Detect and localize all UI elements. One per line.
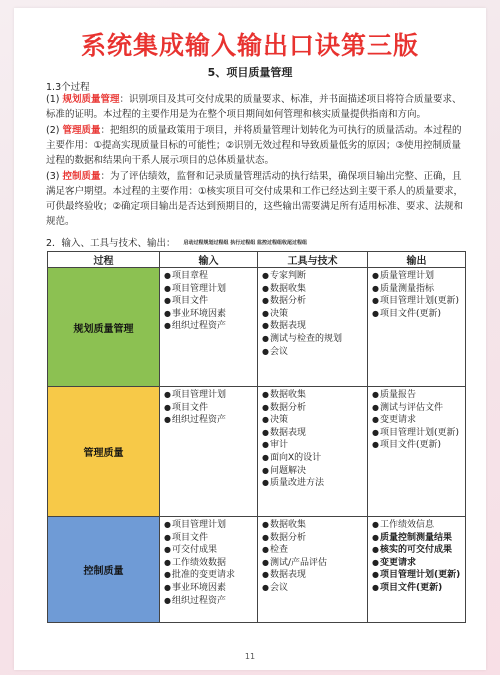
tools-cell xyxy=(258,268,368,387)
list-item: ● 项目管理计划(更新) xyxy=(372,295,465,308)
list-item: ● 质量报告 xyxy=(372,389,465,402)
ito-table xyxy=(47,251,466,623)
header-inputs: 输入 xyxy=(160,252,258,268)
tools-cell xyxy=(258,387,368,517)
list-item: ● 数据收集 xyxy=(262,519,367,532)
list-item: ● 项目管理计划(更新) xyxy=(372,569,465,582)
list-item: ● 数据分析 xyxy=(262,402,367,415)
list-item: ● 面向X的设计 xyxy=(262,452,367,465)
list-item: ● 项目管理计划 xyxy=(164,283,257,296)
paragraph-prefix: (3) xyxy=(46,171,63,182)
list-item: ● 工作绩效信息 xyxy=(372,519,465,532)
list-item: ● 组织过程资产 xyxy=(164,595,257,608)
list-item: ● 数据表现 xyxy=(262,569,367,582)
section-subtitle: 5、项目质量管理 xyxy=(207,66,293,79)
list-item: ● 质量管理计划 xyxy=(372,270,465,283)
list-item: ● 数据分析 xyxy=(262,532,367,545)
list-item: ● 核实的可交付成果 xyxy=(372,544,465,557)
list-item: ● 测试与检查的规划 xyxy=(262,333,367,346)
paragraph-prefix: (2) xyxy=(46,125,63,136)
process-cell: 控制质量 xyxy=(48,517,160,623)
list-item: ● 问题解决 xyxy=(262,465,367,478)
list-item: ● 质量改进方法 xyxy=(262,477,367,490)
header-outputs: 输出 xyxy=(368,252,466,268)
list-item: ● 会议 xyxy=(262,582,367,595)
list-item: ● 检查 xyxy=(262,544,367,557)
list-item: ● 决策 xyxy=(262,308,367,321)
list-item: ● 决策 xyxy=(262,414,367,427)
list-item: ● 审计 xyxy=(262,439,367,452)
list-item: ● 数据收集 xyxy=(262,389,367,402)
list-item: ● 项目文件(更新) xyxy=(372,308,465,321)
paragraph-prefix: (1) xyxy=(46,94,63,105)
list-item: ● 事业环境因素 xyxy=(164,582,257,595)
term-highlight: 控制质量 xyxy=(62,171,101,182)
tools-cell xyxy=(258,517,368,623)
list-item: ● 批准的变更请求 xyxy=(164,569,257,582)
list-item: ● 数据表现 xyxy=(262,427,367,440)
list-item: ● 变更请求 xyxy=(372,414,465,427)
list-item: ● 数据表现 xyxy=(262,320,367,333)
list-item: ● 组织过程资产 xyxy=(164,414,257,427)
outputs-cell xyxy=(368,517,466,623)
list-item: ● 项目管理计划(更新) xyxy=(372,427,465,440)
list-item: ● 项目管理计划 xyxy=(164,519,257,532)
header-tools: 工具与技术 xyxy=(258,252,368,268)
list-item: ● 变更请求 xyxy=(372,557,465,570)
list-item: ● 事业环境因素 xyxy=(164,308,257,321)
outputs-cell xyxy=(368,268,466,387)
page-number: 11 xyxy=(244,652,256,661)
document-page xyxy=(14,8,486,670)
process-cell: 管理质量 xyxy=(48,387,160,517)
process-cell: 规划质量管理 xyxy=(48,268,160,387)
list-item: ● 会议 xyxy=(262,346,367,359)
banner-title: 系统集成输入输出口诀第三版 xyxy=(80,31,419,60)
list-item: ● 项目文件(更新) xyxy=(372,439,465,452)
list-item: ● 项目文件 xyxy=(164,295,257,308)
inputs-cell xyxy=(160,387,258,517)
section-label: 1.3个过程 xyxy=(46,82,90,93)
inputs-cell xyxy=(160,517,258,623)
list-item: ● 测试与评估文件 xyxy=(372,402,465,415)
list-item: ● 项目文件 xyxy=(164,532,257,545)
list-item: ● 数据分析 xyxy=(262,295,367,308)
paragraph-body: ：识别项目及其可交付成果的质量要求、标准，并书面描述项目将符合质量要求、标准的证明。本过程的主要作用是为在整个项目期间如何管理和核实质量提供指南和方向。 xyxy=(46,94,462,120)
list-item: ● 可交付成果 xyxy=(164,544,257,557)
list-item: ● 测试/产品评估 xyxy=(262,557,367,570)
list-item: ● 项目章程 xyxy=(164,270,257,283)
table-header-row xyxy=(48,252,466,268)
list-item: ● 工作绩效数据 xyxy=(164,557,257,570)
paragraph-control-quality xyxy=(46,169,466,229)
outputs-cell xyxy=(368,387,466,517)
list-item: ● 质量测量指标 xyxy=(372,283,465,296)
paragraph-plan-quality xyxy=(46,92,466,122)
paragraph-body: ：把组织的质量政策用于项目，并将质量管理计划转化为可执行的质量活动。本过程的主要作用：①提高实现质量目标的可能性；②识别无效过程和导致质量低劣的原因；③使用控制质量过程的数据和结果向干系人展示项目的总体质量状态。 xyxy=(46,125,462,166)
list-item: ● 数据收集 xyxy=(262,283,367,296)
list-item: ● 项目管理计划 xyxy=(164,389,257,402)
list-item: ● 项目文件 xyxy=(164,402,257,415)
header-process: 过程 xyxy=(48,252,160,268)
process-group-strip: 启动过程规划过程组 执行过程组 监控过程组收尾过程组 xyxy=(183,240,308,246)
term-highlight: 规划质量管理 xyxy=(62,94,120,105)
list-item: ● 专家判断 xyxy=(262,270,367,283)
table-row xyxy=(48,268,466,387)
paragraph-body: ：为了评估绩效，监督和记录质量管理活动的执行结果，确保项目输出完整、正确，且满足客户期望。本过程的主要作用：①核实项目可交付成果和工作已经达到主要干系人的质量要求，可供最终验收；②确定项目输出是否达到预期目的，这些输出需要满足所有适用标准、要求、法规和规范。 xyxy=(46,171,464,227)
ito-heading-label: 2．输入、工具与技术、输出： xyxy=(46,238,176,249)
table-row xyxy=(48,387,466,517)
list-item: ● 项目文件(更新) xyxy=(372,582,465,595)
paragraph-manage-quality xyxy=(46,123,466,168)
list-item: ● 质量控制测量结果 xyxy=(372,532,465,545)
inputs-cell xyxy=(160,268,258,387)
list-item: ● 组织过程资产 xyxy=(164,320,257,333)
ito-heading xyxy=(46,236,486,251)
table-row xyxy=(48,517,466,623)
term-highlight: 管理质量 xyxy=(62,125,101,136)
